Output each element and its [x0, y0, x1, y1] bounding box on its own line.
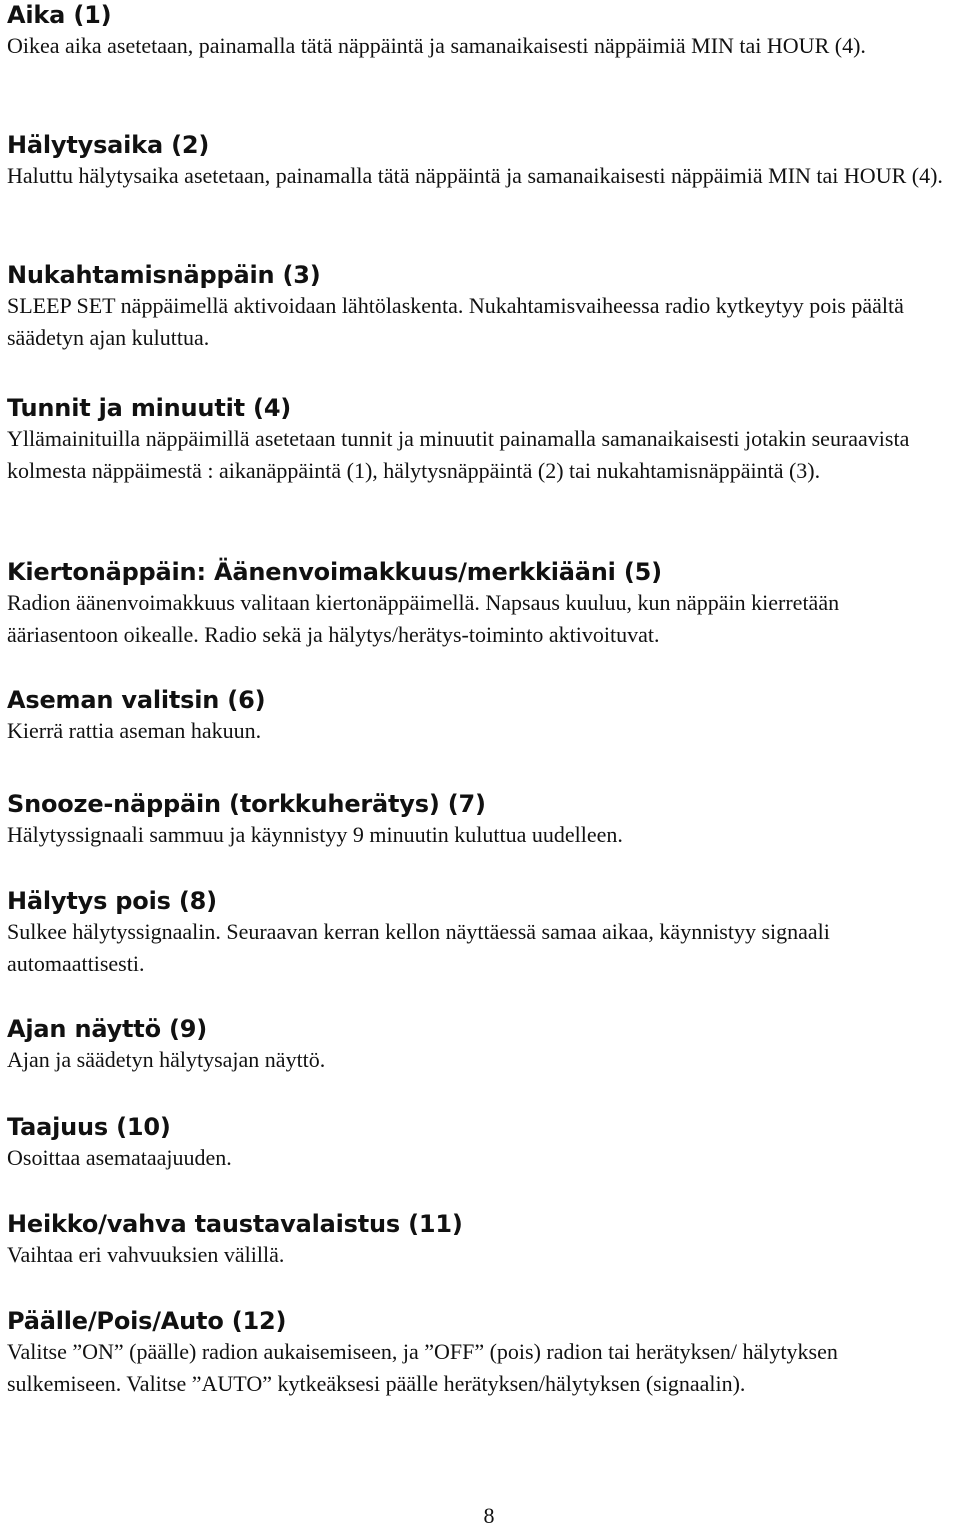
section-heading: Päälle/Pois/Auto (12)	[7, 1307, 287, 1335]
section-hours-minutes	[7, 393, 952, 487]
section-volume-knob	[7, 557, 952, 651]
section-text: Radion äänenvoimakkuus valitaan kiertonäppäimellä. Napsaus kuuluu, kun näppäin kierretään ääriasentoon oikealle. Radio sekä ja hälytys/herätys-toiminto aktivoituvat.	[7, 590, 840, 647]
section-sleep-button	[7, 260, 952, 354]
section-text: Ajan ja säädetyn hälytysajan näyttö.	[7, 1047, 326, 1072]
section-heading: Taajuus (10)	[7, 1113, 171, 1141]
section-backlight	[7, 1209, 952, 1271]
section-station-selector	[7, 685, 952, 747]
section-time-display	[7, 1014, 952, 1076]
section-snooze-button	[7, 789, 952, 851]
section-heading: Kiertonäppäin: Äänenvoimakkuus/merkkiääni (5)	[7, 558, 662, 586]
section-text: Osoittaa asemataajuuden.	[7, 1145, 232, 1170]
section-on-off-auto	[7, 1306, 877, 1400]
section-text: Yllämainituilla näppäimillä asetetaan tunnit ja minuutit painamalla samanaikaisesti jotakin seuraavista kolmesta näppäimestä : aikanäppäintä (1), hälytysnäppäintä (2) tai nukahtamisnäppäintä (3).	[7, 426, 910, 483]
section-alarm-off	[7, 886, 952, 980]
section-time	[7, 0, 952, 62]
section-text: Oikea aika asetetaan, painamalla tätä näppäintä ja samanaikaisesti näppäimiä MIN tai HOUR (4).	[7, 33, 866, 58]
section-heading: Snooze-näppäin (torkkuherätys) (7)	[7, 790, 486, 818]
section-text: Sulkee hälytyssignaalin. Seuraavan kerran kellon näyttäessä samaa aikaa, käynnistyy signaali automaattisesti.	[7, 919, 830, 976]
section-heading: Aika (1)	[7, 1, 112, 29]
section-text: Kierrä rattia aseman hakuun.	[7, 718, 262, 743]
page-number: 8	[483, 1503, 495, 1528]
section-heading: Nukahtamisnäppäin (3)	[7, 261, 321, 289]
section-heading: Tunnit ja minuutit (4)	[7, 394, 292, 422]
section-text: SLEEP SET näppäimellä aktivoidaan lähtölaskenta. Nukahtamisvaiheessa radio kytkeytyy pois päältä säädetyn ajan kuluttua.	[7, 293, 904, 350]
section-frequency	[7, 1112, 952, 1174]
section-heading: Aseman valitsin (6)	[7, 686, 266, 714]
section-heading: Hälytysaika (2)	[7, 131, 210, 159]
section-text: Valitse ”ON” (päälle) radion aukaisemiseen, ja ”OFF” (pois) radion tai herätyksen/ hälytyksen sulkemiseen. Valitse ”AUTO” kytkeäksesi päälle herätyksen/hälytyksen (signaalin).	[7, 1339, 838, 1396]
section-text: Hälytyssignaali sammuu ja käynnistyy 9 minuutin kuluttua uudelleen.	[7, 822, 623, 847]
section-heading: Heikko/vahva taustavalaistus (11)	[7, 1210, 463, 1238]
section-text: Vaihtaa eri vahvuuksien välillä.	[7, 1242, 285, 1267]
section-heading: Hälytys pois (8)	[7, 887, 217, 915]
section-heading: Ajan näyttö (9)	[7, 1015, 208, 1043]
section-alarm-time	[7, 130, 952, 192]
section-text: Haluttu hälytysaika asetetaan, painamalla tätä näppäintä ja samanaikaisesti näppäimiä MIN tai HOUR (4).	[7, 163, 943, 188]
